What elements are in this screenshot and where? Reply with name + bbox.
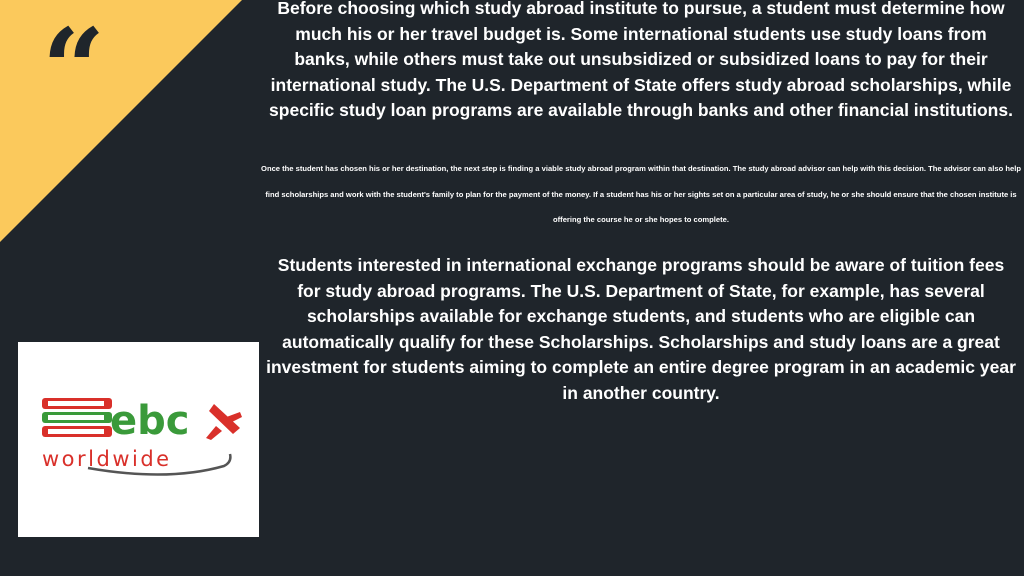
- company-logo: [18, 342, 259, 537]
- logo-brand-sub: worldwide: [42, 447, 172, 471]
- quote-mark-icon: “: [42, 4, 106, 133]
- logo-brand-main: ebc: [110, 398, 190, 444]
- books-icon: [18, 342, 259, 537]
- plane-icon: [206, 404, 242, 440]
- corner-accent: [0, 0, 242, 242]
- exchange-paragraph: Students interested in international exchange programs should be aware of tuition fees for study abroad programs. The U.S. Department of State, for example, has several scholarships available for exchange students, and students who are eligible can automatically qualify for these Scholarships. Scholarships and study loans are a great investment for students aiming to complete an entire degree program in an academic year in another country.: [266, 255, 1016, 403]
- detail-paragraph: Once the student has chosen his or her destination, the next step is finding a viable study abroad program within that destination. The study abroad advisor can help with this decision. The advisor can also help find scholarships and work with the student's family to plan for the payment of the money. If a student has his or her sights set on a particular area of study, he or she should ensure that the chosen institute is offering the course he or she hopes to complete.: [261, 164, 1021, 224]
- intro-paragraph: Before choosing which study abroad institute to pursue, a student must determine how much his or her travel budget is. Some international students use study loans from banks, while others must take out unsubsidized or subsidized loans to pay for their international study. The U.S. Department of State offers study abroad scholarships, while specific study loan programs are available through banks and other financial institutions.: [269, 0, 1013, 121]
